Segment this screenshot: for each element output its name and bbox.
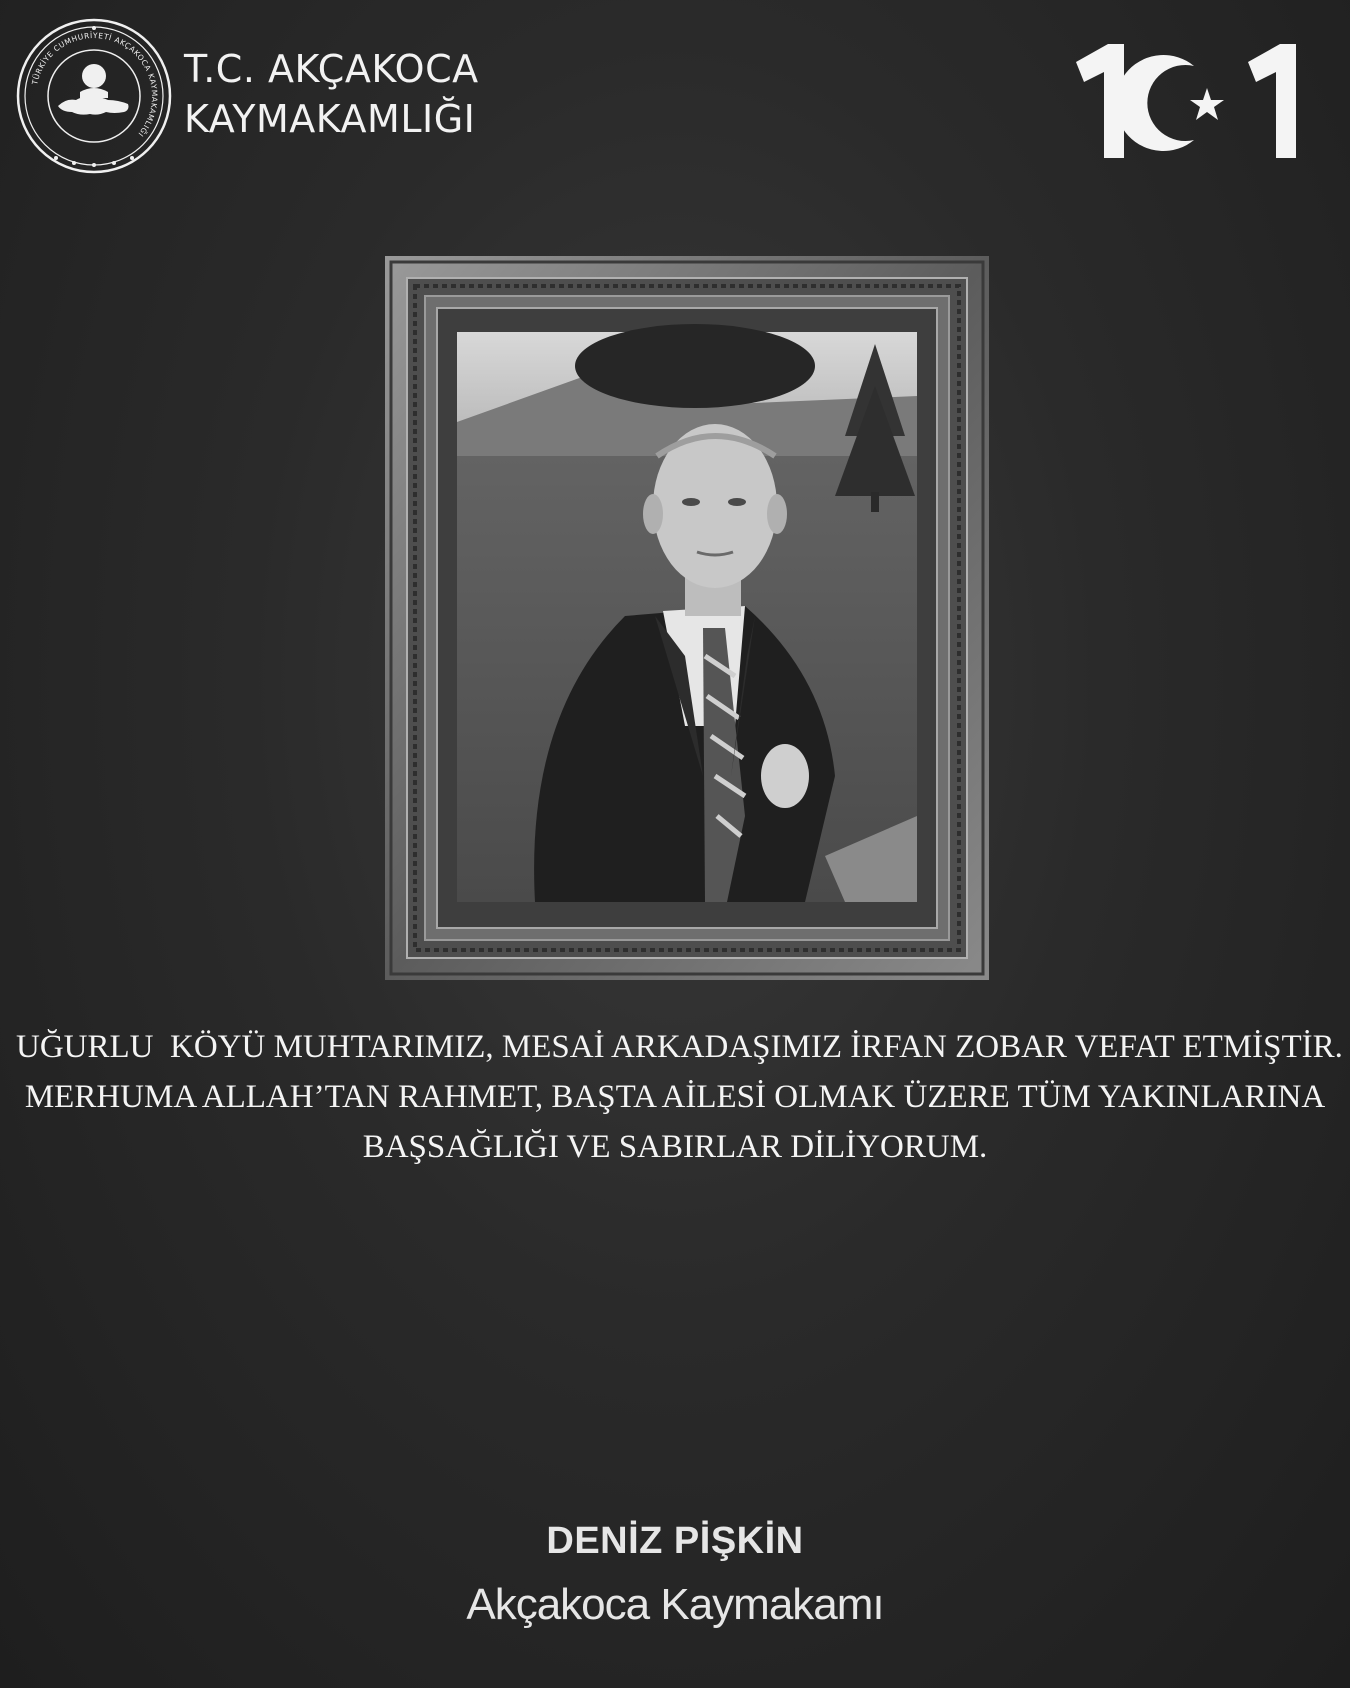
condolence-message <box>16 1022 1343 1172</box>
org-title-line2: KAYMAKAMLIĞI <box>184 97 476 141</box>
message-line1: UĞURLU KÖYÜ MUHTARIMIZ, MESAİ ARKADAŞIMIZ İRFAN ZOBAR VEFAT ETMİŞTİR. <box>16 1029 1343 1065</box>
org-title-line1: T.C. AKÇAKOCA <box>184 47 479 91</box>
seal-logo <box>16 18 172 174</box>
anniversary-101-logo <box>1070 36 1304 162</box>
org-title <box>184 44 514 144</box>
message-line3: BAŞSAĞLIĞI VE SABIRLAR DİLİYORUM. <box>362 1129 988 1165</box>
message-line2: MERHUMA ALLAH’TAN RAHMET, BAŞTA AİLESİ OLMAK ÜZERE TÜM YAKINLARINA <box>24 1079 1326 1115</box>
signer-title: Akçakoca Kaymakamı <box>466 1580 884 1629</box>
signer-name: DENİZ PİŞKİN <box>546 1520 804 1562</box>
framed-portrait <box>385 256 989 980</box>
portrait-photo <box>457 324 917 902</box>
svg-text:TÜRKİYE CUMHURİYETİ AKÇAKOCA K: TÜRKİYE CUMHURİYETİ AKÇAKOCA KAYMAKAMLIĞI <box>30 30 160 139</box>
